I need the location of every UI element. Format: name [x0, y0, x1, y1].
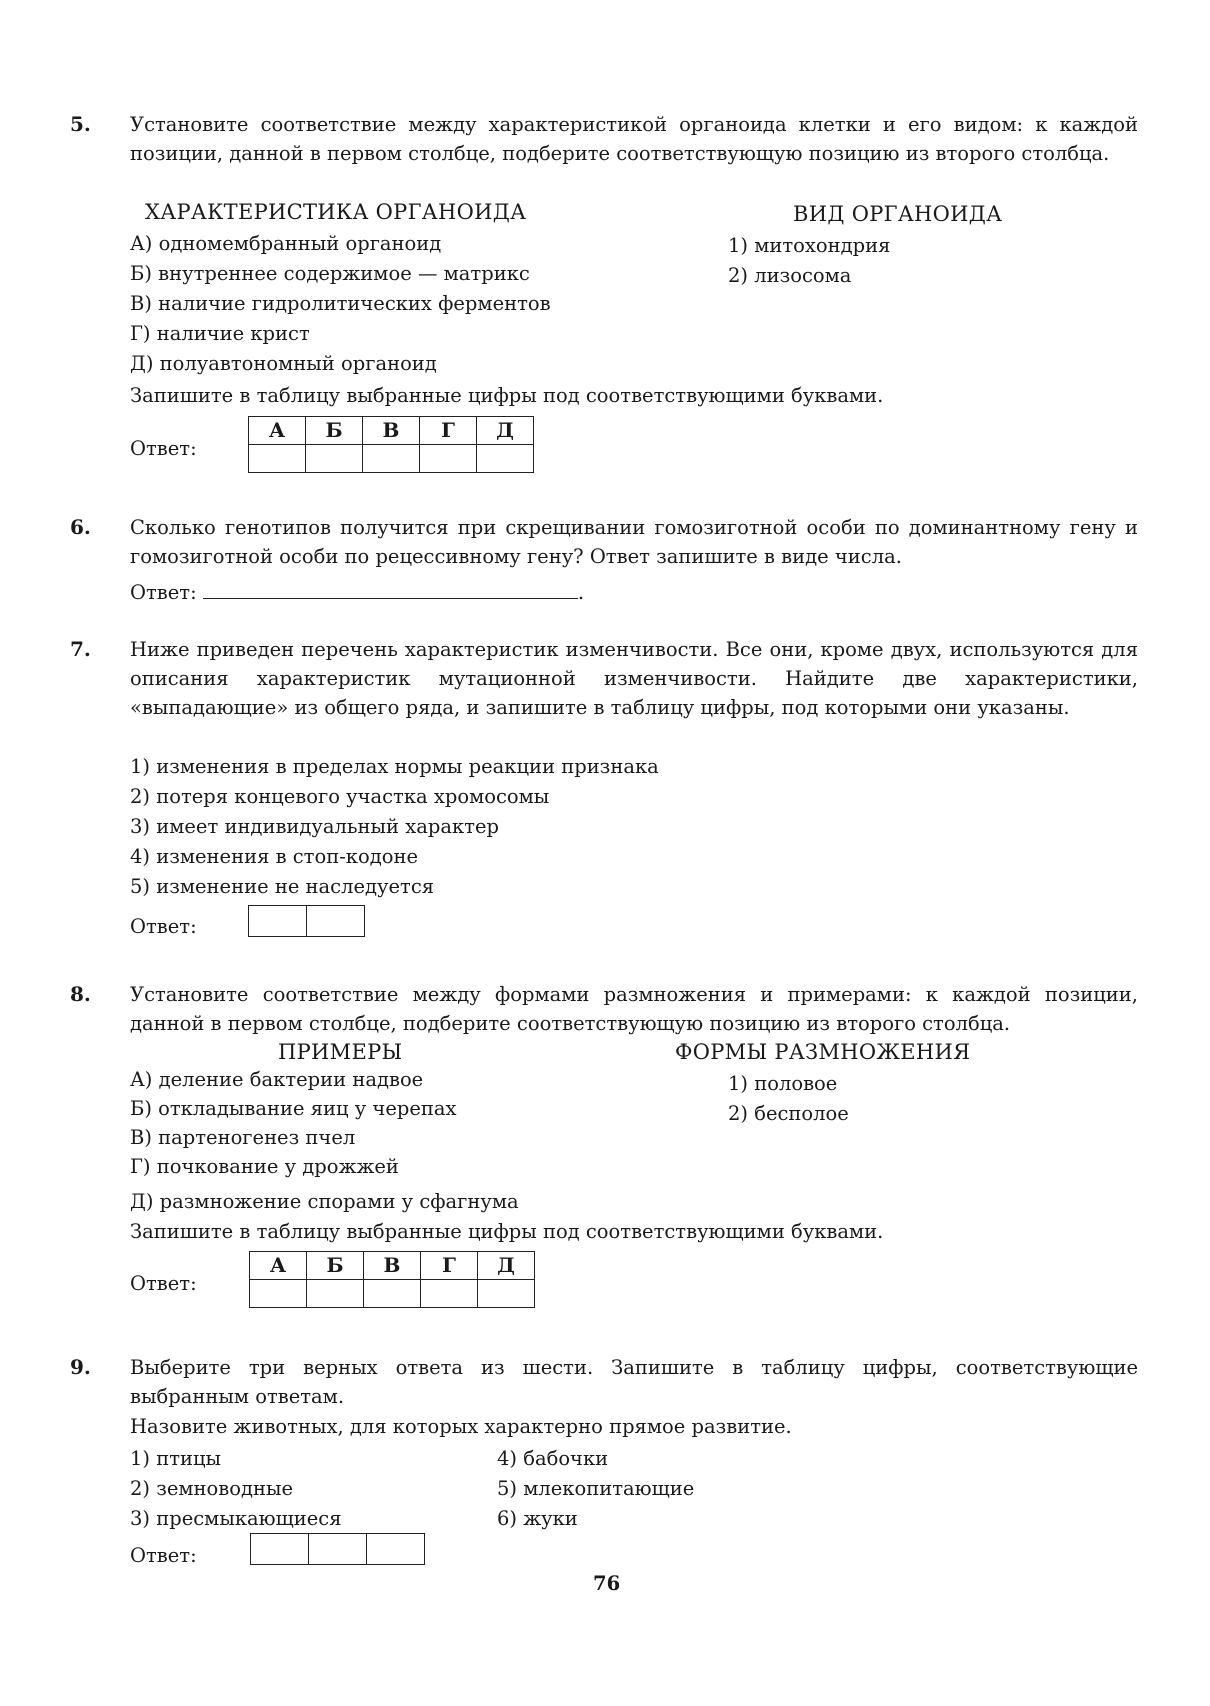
q7-item-1: 1) изменения в пределах нормы реакции признака — [130, 755, 659, 778]
q8-col-b: Б — [307, 1252, 364, 1280]
q7-item-4: 4) изменения в стоп-кодоне — [130, 845, 419, 868]
q5-answer-cell-d[interactable] — [420, 445, 477, 473]
q5-answer-table — [248, 416, 534, 473]
q5-right-item-2: 2) лизосома — [728, 264, 852, 287]
q5-left-item-d: Г) наличие крист — [130, 322, 310, 345]
q9-answer-label: Ответ: — [130, 1544, 197, 1567]
page-number: 76 — [593, 1572, 621, 1595]
q5-answer-label: Ответ: — [130, 437, 197, 460]
q6-period: . — [577, 581, 585, 604]
q7-answer-boxes — [248, 905, 365, 937]
q8-right-item-2: 2) бесполое — [728, 1102, 849, 1125]
q9-item-4: 4) бабочки — [497, 1447, 609, 1470]
q8-right-header: ФОРМЫ РАЗМНОЖЕНИЯ — [675, 1040, 971, 1064]
q9-item-1: 1) птицы — [130, 1447, 222, 1470]
q9-answer-cell-2[interactable] — [309, 1534, 367, 1565]
question-5-text: Установите соответствие между характеристикой органоида клетки и его видом: к каждой позиции, данной в первом столбце, подберите соответствующую позицию из второго столбца. — [130, 113, 1138, 165]
q8-col-c: В — [364, 1252, 421, 1280]
q7-answer-cell-2[interactable] — [307, 906, 365, 937]
q6-answer-line — [130, 580, 584, 604]
q9-answer-cell-1[interactable] — [251, 1534, 309, 1565]
q7-answer-cell-1[interactable] — [249, 906, 307, 937]
q5-col-a: А — [249, 417, 306, 445]
q5-instruction: Запишите в таблицу выбранные цифры под соответствующими буквами. — [130, 384, 884, 407]
q8-col-e: Д — [478, 1252, 535, 1280]
q8-left-item-e: Д) размножение спорами у сфагнума — [130, 1190, 519, 1213]
q8-answer-table — [249, 1251, 535, 1308]
q8-left-item-a: А) деление бактерии надвое — [130, 1068, 424, 1091]
question-7-number: 7. — [70, 637, 91, 661]
q8-right-item-1: 1) половое — [728, 1072, 838, 1095]
q6-answer-label: Ответ: — [130, 581, 197, 604]
q7-item-5: 5) изменение не наследуется — [130, 875, 435, 898]
q8-answer-cell-c[interactable] — [364, 1280, 421, 1308]
q8-answer-cell-b[interactable] — [307, 1280, 364, 1308]
q5-left-header: ХАРАКТЕРИСТИКА ОРГАНОИДА — [145, 200, 527, 224]
question-7-text: Ниже приведен перечень характеристик изменчивости. Все они, кроме двух, используются для описания характеристик мутационной изменчивости. Найдите две характеристики, «выпадающие» из общего ряда, и запишите в таблицу цифры, под которыми они указаны. — [130, 638, 1138, 719]
q9-item-5: 5) млекопитающие — [497, 1477, 695, 1500]
q8-answer-cell-a[interactable] — [250, 1280, 307, 1308]
question-5-number: 5. — [70, 112, 91, 136]
q5-left-item-e: Д) полуавтономный органоид — [130, 352, 437, 375]
q7-answer-label: Ответ: — [130, 915, 197, 938]
q9-item-2: 2) земноводные — [130, 1477, 294, 1500]
q8-left-item-c: В) партеногенез пчел — [130, 1126, 356, 1149]
q8-left-header: ПРИМЕРЫ — [278, 1040, 403, 1064]
q8-left-item-b: Б) откладывание яиц у черепах — [130, 1097, 457, 1120]
q8-answer-cell-e[interactable] — [478, 1280, 535, 1308]
q9-item-3: 3) пресмыкающиеся — [130, 1507, 342, 1530]
q5-right-header: ВИД ОРГАНОИДА — [793, 202, 1003, 226]
q9-item-6: 6) жуки — [497, 1507, 578, 1530]
q5-col-e: Д — [477, 417, 534, 445]
q9-question: Назовите животных, для которых характерно прямое развитие. — [130, 1415, 792, 1438]
q8-left-item-d: Г) почкование у дрожжей — [130, 1155, 399, 1178]
q8-col-a: А — [250, 1252, 307, 1280]
q5-col-d: Г — [420, 417, 477, 445]
q5-left-item-a: А) одномембранный органоид — [130, 232, 442, 255]
q8-answer-cell-d[interactable] — [421, 1280, 478, 1308]
q5-col-b: Б — [306, 417, 363, 445]
question-6-text: Сколько генотипов получится при скрещивании гомозиготной особи по доминантному гену и гомозиготной особи по рецессивному гену? Ответ запишите в виде числа. — [130, 516, 1138, 568]
question-6-number: 6. — [70, 515, 91, 539]
q5-left-item-c: В) наличие гидролитических ферментов — [130, 292, 551, 315]
q5-answer-cell-e[interactable] — [477, 445, 534, 473]
q5-answer-cell-a[interactable] — [249, 445, 306, 473]
q8-col-d: Г — [421, 1252, 478, 1280]
q5-col-c: В — [363, 417, 420, 445]
question-9-number: 9. — [70, 1355, 91, 1379]
q9-answer-cell-3[interactable] — [367, 1534, 425, 1565]
question-9-text: Выберите три верных ответа из шести. Запишите в таблицу цифры, соответствующие выбранным ответам. — [130, 1356, 1138, 1408]
q7-item-2: 2) потеря концевого участка хромосомы — [130, 785, 550, 808]
question-8-text: Установите соответствие между формами размножения и примерами: к каждой позиции, данной в первом столбце, подберите соответствующую позицию из второго столбца. — [130, 983, 1138, 1035]
q5-right-item-1: 1) митохондрия — [728, 234, 891, 257]
q9-answer-boxes — [250, 1533, 425, 1565]
q7-item-3: 3) имеет индивидуальный характер — [130, 815, 499, 838]
q5-answer-cell-b[interactable] — [306, 445, 363, 473]
q8-answer-label: Ответ: — [130, 1272, 197, 1295]
question-8-number: 8. — [70, 982, 91, 1006]
q5-left-item-b: Б) внутреннее содержимое — матрикс — [130, 262, 530, 285]
q5-answer-cell-c[interactable] — [363, 445, 420, 473]
q8-instruction: Запишите в таблицу выбранные цифры под соответствующими буквами. — [130, 1220, 884, 1243]
q6-answer-field[interactable] — [203, 580, 578, 599]
